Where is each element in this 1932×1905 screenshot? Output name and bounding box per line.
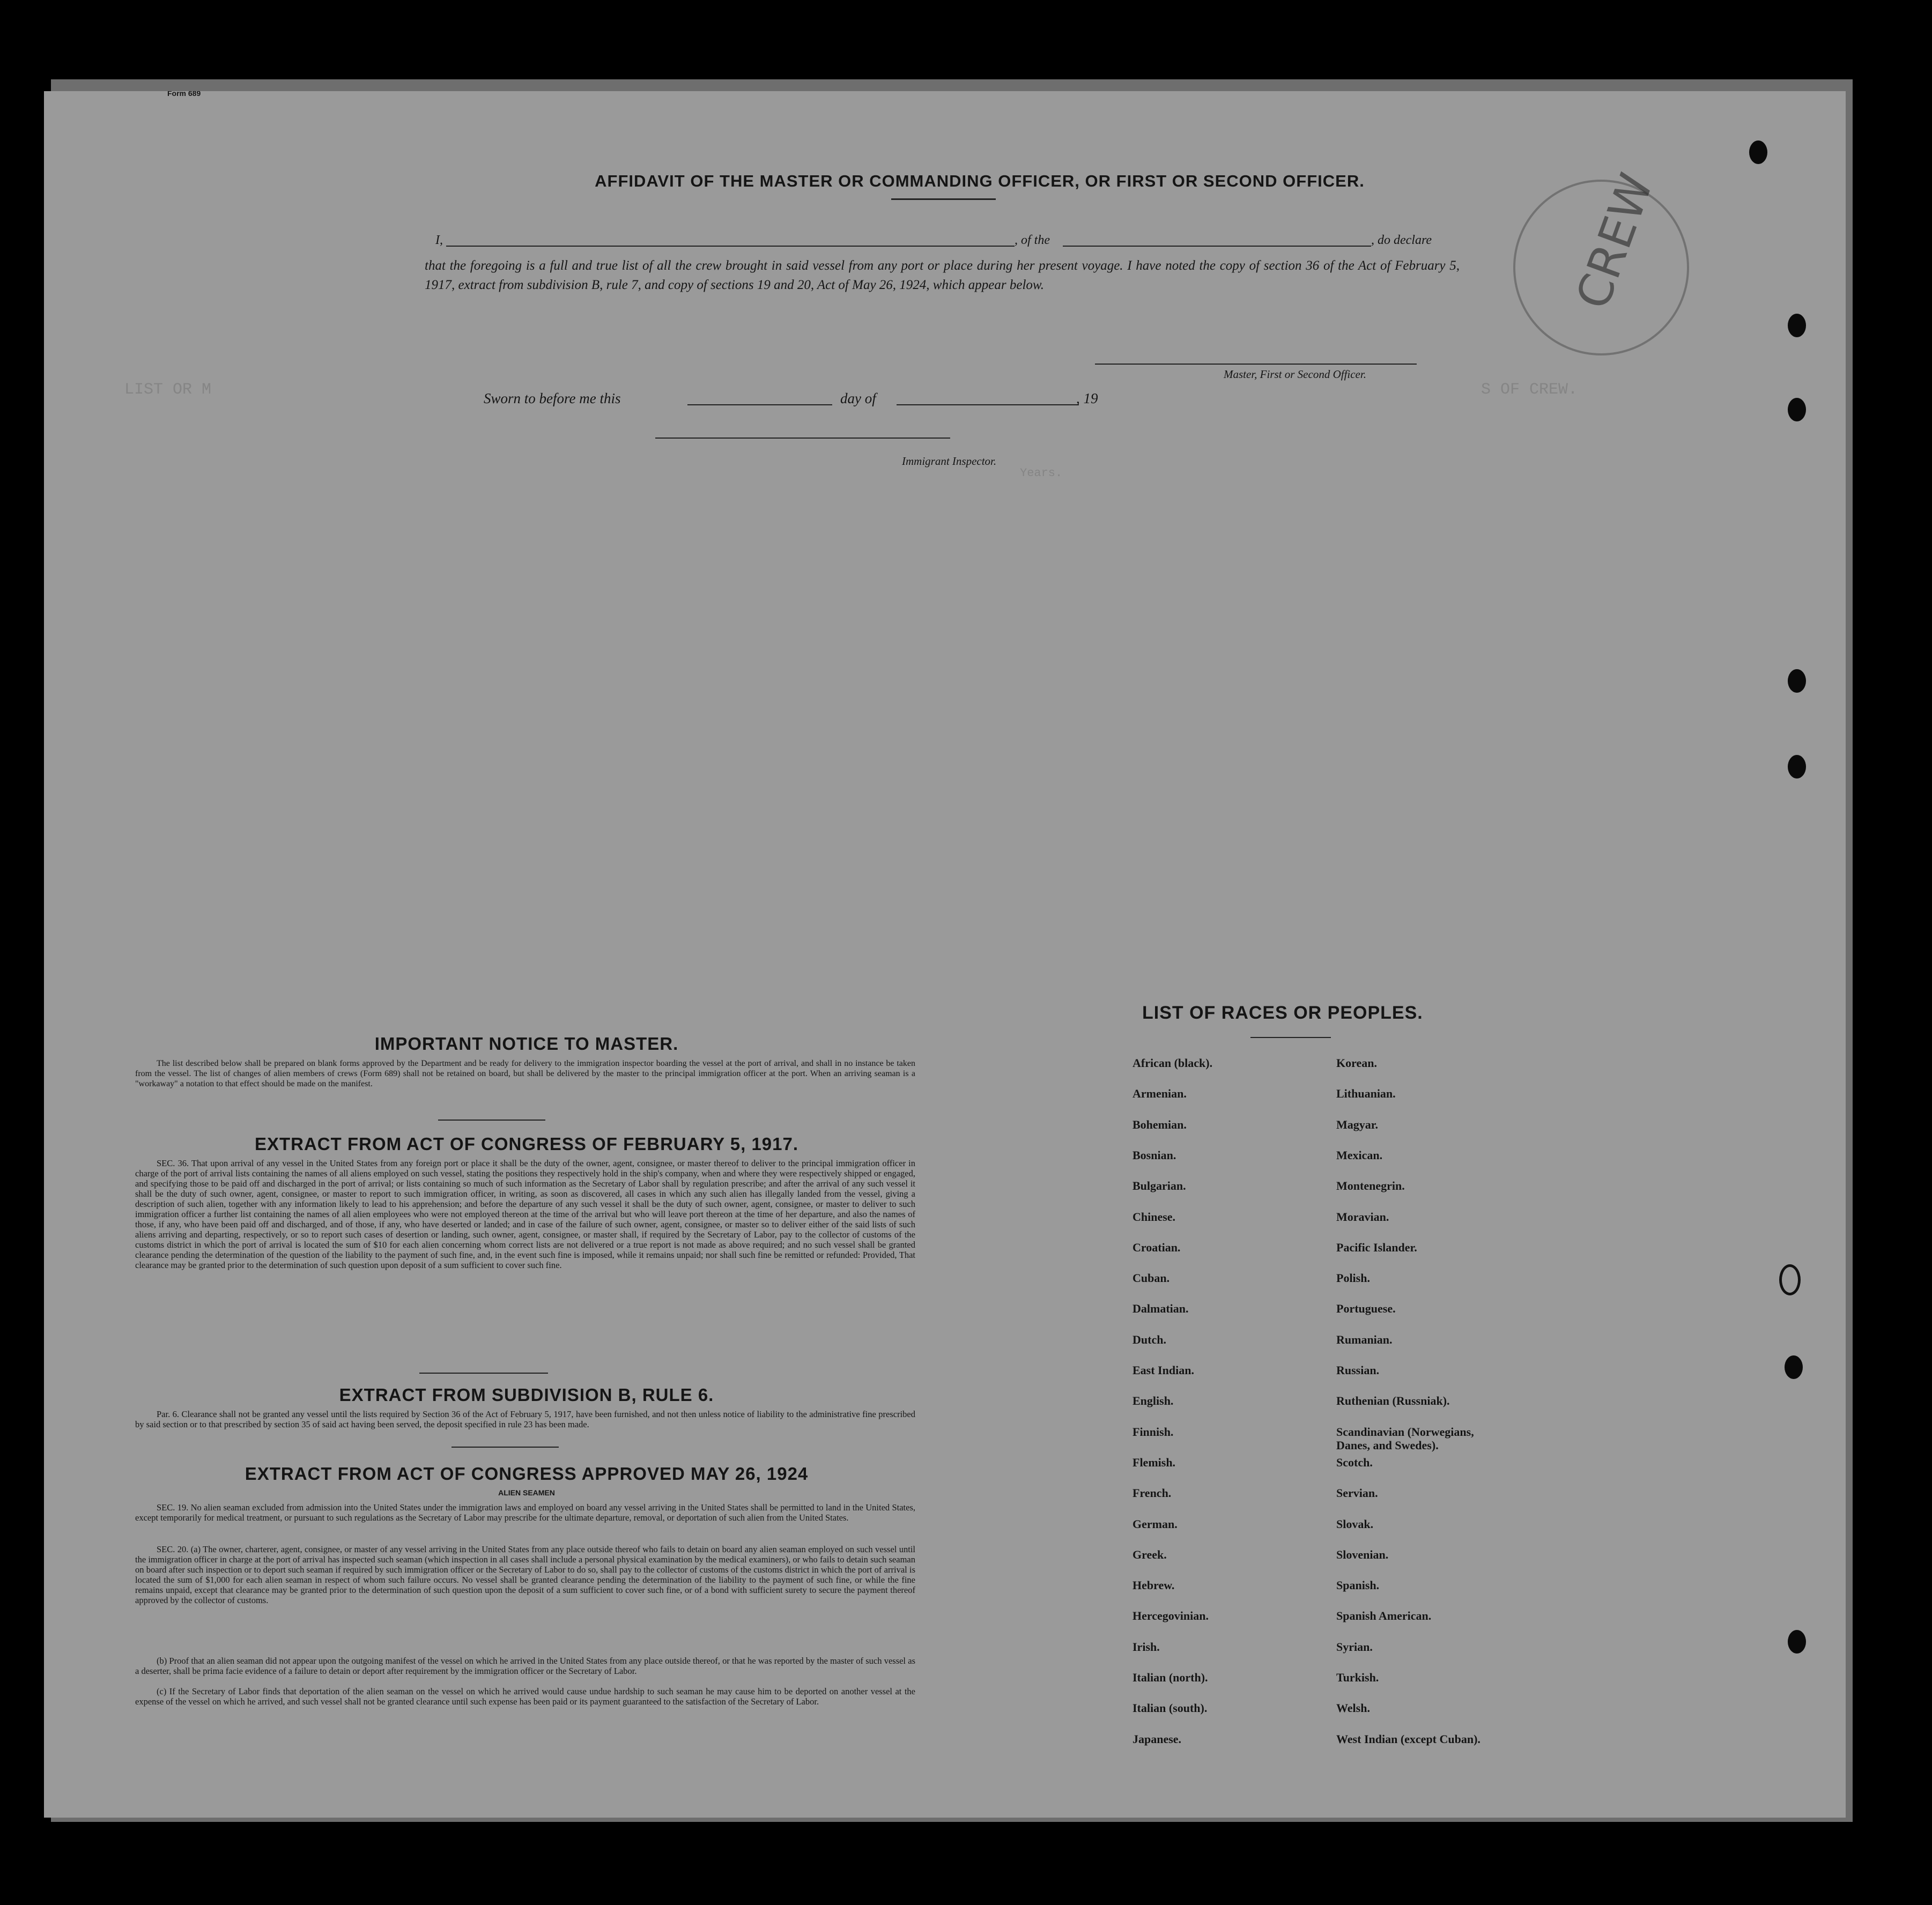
race-item: Ruthenian (Russniak).: [1336, 1394, 1450, 1408]
race-item: Portuguese.: [1336, 1302, 1396, 1316]
race-item: Spanish American.: [1336, 1609, 1432, 1623]
extract-1924-sec20a: SEC. 20. (a) The owner, charterer, agent, consignee, or master of any vessel arriving in the United States from any place outside thereof who fails to detain on board any alien seaman employed on such vessel until the immigration officer in charge at the port of arrival has inspected such seaman (which inspection in all cases shall include a personal physical examination by the medical examiners), or who fails to detain such seaman on board after such inspection or to deport such seaman if required by such immigration officer or the Secretary of Labor to do so, shall pay to the collector of customs of the customs district in which the port of arrival is located the sum of $1,000 for each alien seaman in respect of whom such failure occurs. No vessel shall be granted clearance pending the determination of the liability to the payment of such fine, or while the fine remains unpaid, except that clearance may be granted prior to the determination of such question upon the deposit of a sum sufficient to cover such fine, or of a bond with sufficient surety to secure the payment thereof approved by the collector of customs.: [135, 1544, 915, 1605]
title-underline: [891, 198, 996, 200]
race-item: Welsh.: [1336, 1701, 1370, 1715]
race-item: German.: [1132, 1517, 1178, 1531]
sworn-label: Sworn to before me this: [484, 390, 621, 406]
divider: [451, 1447, 559, 1448]
signature-label: Master, First or Second Officer.: [1224, 368, 1366, 381]
crew-stamp-text: CREW: [1566, 167, 1664, 316]
binder-hole: [1788, 314, 1806, 337]
race-item: Slovenian.: [1336, 1547, 1389, 1561]
inspector-signature-line: [655, 438, 950, 439]
affidavit-do-declare: , do declare: [1371, 233, 1432, 247]
race-item: Rumanian.: [1336, 1332, 1393, 1346]
race-item: Polish.: [1336, 1271, 1370, 1285]
race-item: Korean.: [1336, 1056, 1377, 1070]
notice-body: The list described below shall be prepared on blank forms approved by the Department and be ready for delivery to the immigration inspector boarding the vessel at the port of arrival, and shall in no instance be taken from the vessel. The list of changes of alien members of crews (Form 689) shall not be retained on board, but shall be delivered by the master to the principal immigration officer at the port. When an arriving seaman is a "workaway" a notation to that effect should be made on the manifest.: [135, 1059, 915, 1088]
bleed-through-text: LIST OR M: [124, 381, 212, 399]
race-item: Finnish.: [1132, 1425, 1174, 1439]
race-item: Servian.: [1336, 1486, 1378, 1500]
race-item: Syrian.: [1336, 1640, 1373, 1654]
race-item: Mexican.: [1336, 1148, 1383, 1162]
document-sheet: [44, 91, 1846, 1818]
race-item: French.: [1132, 1486, 1172, 1500]
bleed-through-text: Years.: [1020, 466, 1063, 480]
bleed-through-text: S OF CREW.: [1481, 381, 1578, 399]
race-item: Italian (south).: [1132, 1701, 1208, 1715]
affidavit-of-the: , of the: [1015, 233, 1050, 247]
race-item: Russian.: [1336, 1363, 1380, 1377]
race-item: Armenian.: [1132, 1087, 1187, 1101]
races-title: LIST OF RACES OR PEOPLES.: [1142, 1003, 1423, 1023]
race-item: Scandinavian (Norwegians, Danes, and Swedes).: [1336, 1425, 1474, 1452]
race-item: Chinese.: [1132, 1210, 1176, 1224]
race-item: Bohemian.: [1132, 1117, 1187, 1131]
binder-hole: [1788, 398, 1806, 421]
extract-1924-title: EXTRACT FROM ACT OF CONGRESS APPROVED MAY 26, 1924: [245, 1464, 809, 1484]
divider: [438, 1120, 545, 1121]
affidavit-paragraph: that the foregoing is a full and true list of all the crew brought in said vessel from any port or place during her present voyage. I have noted the copy of section 36 of the Act of February 5, 1917, extract from subdivision B, rule 7, and copy of sections 19 and 20, Act of May 26, 1924, which appear below.: [425, 258, 1460, 292]
race-item: Hercegovinian.: [1132, 1609, 1209, 1623]
race-item: African (black).: [1132, 1056, 1213, 1070]
race-item: Japanese.: [1132, 1732, 1182, 1746]
race-item: Turkish.: [1336, 1671, 1379, 1684]
race-item: Montenegrin.: [1336, 1179, 1405, 1193]
year-label: , 19: [1076, 390, 1098, 406]
extract-1924-sec20c: (c) If the Secretary of Labor finds that deportation of the alien seaman on the vessel on which he arrived would cause undue hardship to such seaman he may cause him to be deported on another vessel at the expense of the vessel on which he arrived, and such vessel shall not be granted clearance until such expense has been paid or its payment guaranteed to the satisfaction of the Secretary of Labor.: [135, 1686, 915, 1707]
name-blank: [446, 246, 1015, 247]
extract-rule6-title: EXTRACT FROM SUBDIVISION B, RULE 6.: [339, 1385, 714, 1405]
binder-hole: [1785, 1355, 1803, 1379]
extract-1924-subtitle: ALIEN SEAMEN: [498, 1488, 555, 1497]
binder-hole: [1749, 140, 1767, 164]
race-item: Pacific Islander.: [1336, 1240, 1417, 1254]
race-item: Irish.: [1132, 1640, 1160, 1654]
race-item: Magyar.: [1336, 1117, 1379, 1131]
race-item: Croatian.: [1132, 1240, 1181, 1254]
extract-1924-sec20b: (b) Proof that an alien seaman did not appear upon the outgoing manifest of the vessel on which he arrived in the United States from any place outside thereof, or that he was reported by the master of such vessel as a deserter, shall be prima facie evidence of a failure to detain or deport after requirement by the immigration officer or the Secretary of Labor.: [135, 1656, 915, 1676]
divider: [419, 1373, 548, 1374]
binder-hole: [1779, 1264, 1801, 1295]
vessel-blank: [1063, 246, 1371, 247]
affidavit-I: I,: [435, 233, 443, 247]
binder-hole: [1788, 755, 1806, 779]
race-item: Slovak.: [1336, 1517, 1374, 1531]
binder-hole: [1788, 1630, 1806, 1654]
race-item: Lithuanian.: [1336, 1087, 1396, 1101]
race-item: Spanish.: [1336, 1578, 1380, 1592]
month-blank: [897, 404, 1079, 405]
race-item: Italian (north).: [1132, 1671, 1208, 1684]
extract-1917-body: SEC. 36. That upon arrival of any vessel in the United States from any foreign port or place it shall be the duty of the owner, agent, consignee, or master thereof to deliver to the principal immigration officer in charge of the port of arrival lists containing the names of all aliens employed on such vessel, stating the positions they respectively hold in the ship's company, when and where they were respectively shipped or engaged, and specifying those to be paid off and discharged in the port of arrival; or lists containing so much of such information as the Secretary of Labor shall by regulation prescribe; and after the arrival of any such vessel it shall be the duty of such owner, agent, consignee, or master to report to such immigration officer, in writing, as soon as discovered, all cases in which any such alien has illegally landed from the vessel, giving a description of such alien, together with any information likely to lead to his apprehension; and before the departure of any such vessel it shall be the duty of such owner, agent, consignee, or master to deliver to such immigration officer a further list containing the names of all alien employees who were not employed thereon at the time of the arrival but who will leave port thereon at the time of her departure, and also the names of those, if any, who have been paid off and discharged, and of those, if any, who have deserted or landed; and in case of the failure of such owner, agent, consignee, or master so to deliver either of the said lists of such aliens arriving and departing, respectively, or so to report such cases of desertion or landing, such owner, agent, consignee, or master shall, if required by the Secretary of Labor, pay to the collector of customs of the customs district in which the port of arrival is located the sum of $10 for each alien concerning whom correct lists are not delivered or a true report is not made as above required; and no such vessel shall be granted clearance pending the determination of the question of the liability to the payment of such fine, and, in the event such fine is imposed, while it remains unpaid; nor shall such fine be remitted or refunded: Provided, That clearance may be granted prior to the determination of such question upon deposit of a sum sufficient to cover such fine.: [135, 1158, 915, 1270]
race-item: English.: [1132, 1394, 1174, 1408]
day-of-label: day of: [840, 390, 876, 406]
race-item: West Indian (except Cuban).: [1336, 1732, 1481, 1746]
race-item: Greek.: [1132, 1547, 1167, 1561]
race-item: East Indian.: [1132, 1363, 1194, 1377]
signature-line: [1095, 364, 1417, 365]
race-item: Dutch.: [1132, 1332, 1166, 1346]
race-item: Dalmatian.: [1132, 1302, 1189, 1316]
race-item: Moravian.: [1336, 1210, 1389, 1224]
divider: [1250, 1037, 1331, 1038]
extract-rule6-body: Par. 6. Clearance shall not be granted any vessel until the lists required by Section 36 of the Act of February 5, 1917, have been furnished, and not then unless notice of liability to the administrative fine prescribed by said section or to that prescribed by section 35 of said act having been served, the deposit specified in rule 23 has been made.: [135, 1409, 915, 1429]
inspector-label: Immigrant Inspector.: [902, 455, 997, 468]
race-item: Flemish.: [1132, 1455, 1176, 1469]
race-item: Hebrew.: [1132, 1578, 1175, 1592]
extract-1917-title: EXTRACT FROM ACT OF CONGRESS OF FEBRUARY 5, 1917.: [254, 1134, 799, 1154]
race-item: Cuban.: [1132, 1271, 1170, 1285]
binder-hole: [1788, 669, 1806, 693]
notice-title: IMPORTANT NOTICE TO MASTER.: [374, 1034, 679, 1054]
sworn-day-blank: [687, 404, 832, 405]
extract-1924-sec19: SEC. 19. No alien seaman excluded from admission into the United States under the immigration laws and employed on board any vessel arriving in the United States shall be permitted to land in the United States, except temporarily for medical treatment, or pursuant to such regulations as the Secretary of Labor may prescribe for the ultimate departure, removal, or deportation of such alien from the United States.: [135, 1502, 915, 1523]
affidavit-title: AFFIDAVIT OF THE MASTER OR COMMANDING OFFICER, OR FIRST OR SECOND OFFICER.: [595, 172, 1365, 190]
race-item: Bosnian.: [1132, 1148, 1176, 1162]
form-number: Form 689: [167, 91, 201, 98]
race-item: Scotch.: [1336, 1455, 1373, 1469]
race-item: Bulgarian.: [1132, 1179, 1186, 1193]
